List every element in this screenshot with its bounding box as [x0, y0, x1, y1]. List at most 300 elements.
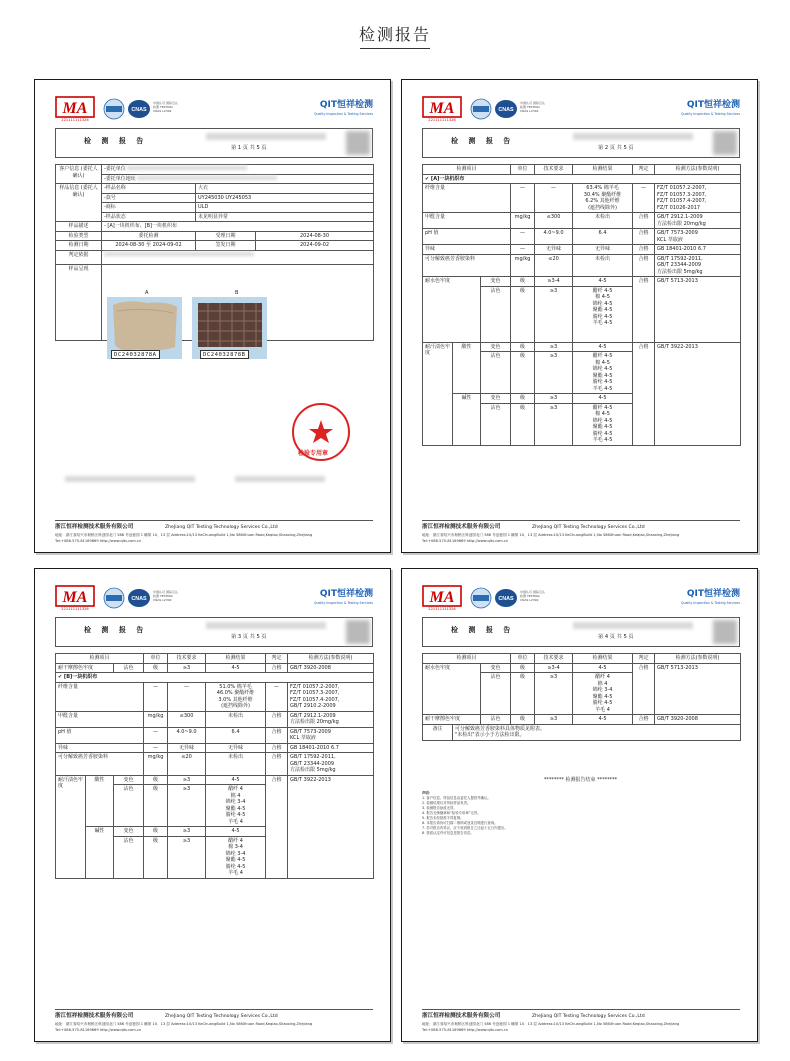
- svg-text:CNAS: CNAS: [498, 596, 514, 602]
- alkali-change-req: ≥3: [535, 394, 573, 404]
- desc-label: 样品描述: [56, 222, 102, 232]
- water-label: 耐水色牢度: [423, 663, 481, 715]
- fiber-result-line: 51.0% 棉羊毛: [219, 683, 252, 690]
- acid-change-result: 4-5: [206, 775, 266, 785]
- form-unit: mg/kg: [144, 711, 168, 727]
- grade-unit: 级: [511, 352, 535, 394]
- cnas-note: 中国认可 国际互认 检测 TESTING CNAS L2392: [520, 590, 545, 602]
- brand-subtitle: Quality Inspection & Testing Services: [680, 601, 740, 605]
- acid-stain-req: ≥3: [168, 785, 206, 827]
- cnas-icon: [494, 98, 518, 120]
- report-title-row: [422, 128, 740, 158]
- ilac-mra-icon: [103, 587, 125, 609]
- sweat-label: 耐汗渍色牢度: [423, 342, 453, 445]
- ph-method-line: GB/T 7573-2009: [657, 230, 698, 236]
- stain-line: 棉 3-4: [228, 844, 243, 850]
- page-title: 检测报告: [358, 25, 431, 44]
- stain-label: 沾色: [481, 673, 511, 715]
- stain-line: 腈纶 4-5: [592, 430, 613, 437]
- odor-label: 异味: [423, 245, 511, 255]
- water-judge: 合格: [633, 277, 655, 343]
- fiber-method-line: FZ/T 01057.4-2007,: [657, 198, 707, 204]
- section-a: ✔ [A]一块机织布: [423, 174, 741, 184]
- company-name-en: ZheJiang QIT Testing Technology Services Co.,Ltd: [165, 525, 278, 530]
- desc-value: - [A]一块机织布、[B]一块机织布: [102, 222, 374, 232]
- sweat-method: GB/T 3922-2013: [288, 775, 374, 878]
- stain-line: 羊毛 4-5: [592, 385, 613, 392]
- form-method-line: 方法检出限 20mg/kg: [657, 220, 706, 227]
- form-judge: 合格: [266, 711, 288, 727]
- grade-unit: 级: [511, 663, 535, 673]
- amine-label: 可分解致癌芳香胺染料: [423, 254, 511, 277]
- stain-line: 聚酯 4-5: [225, 857, 246, 863]
- ma-logo-icon: [55, 96, 95, 118]
- page-number: 第 4 页 共 5 页: [598, 634, 634, 640]
- form-result: 未检出: [573, 213, 633, 229]
- alkali-change-result: 4-5: [206, 827, 266, 837]
- rub-req: ≥3: [535, 715, 573, 725]
- approver-redacted: [235, 476, 325, 482]
- alkali-stain-req: ≥3: [168, 836, 206, 878]
- odor-method: GB 18401-2010 6.7: [288, 743, 374, 753]
- amine-method-line: GB/T 17592-2011,: [657, 255, 703, 262]
- odor-req: 无异味: [168, 743, 206, 753]
- report-title-row: [422, 617, 740, 647]
- stain-label: 沾色: [114, 663, 144, 673]
- col-unit: 单位: [511, 165, 535, 175]
- report-label: 检 测 报 告: [84, 626, 148, 634]
- stain-line: 棉 4-5: [595, 411, 610, 417]
- fiber-result-line: (遮挡线除外): [588, 204, 617, 211]
- photo-label: 样品呈现: [56, 264, 102, 340]
- stain-line: 腈纶 4-5: [225, 863, 246, 870]
- grade-unit: 级: [144, 663, 168, 673]
- amine-method-line: GB/T 23344-2009: [657, 262, 702, 268]
- company-address: 地址：浙江省绍兴市柯桥区科创园北门 586 号创意园 1 幢第 10、13 层 Address:10/13 KeChuangBuild 1,No 586Xhuan Road,Keqiao,Shaoxing,Zhejiang: [422, 533, 680, 537]
- grade-unit: 级: [511, 715, 535, 725]
- grade-unit: 级: [144, 785, 168, 827]
- col-result: 检测结果: [573, 165, 633, 175]
- stain-line: 棉 4-5: [595, 359, 610, 366]
- amine-result: 未检出: [573, 254, 633, 277]
- ph-result: 6.4: [206, 727, 266, 743]
- report-page-3[interactable]: [34, 568, 391, 1042]
- issue-label: 签发日期: [196, 241, 256, 251]
- sample-b-label: B: [235, 290, 239, 296]
- brand-subtitle: Quality Inspection & Testing Services: [680, 112, 740, 116]
- company-name-en: ZheJiang QIT Testing Technology Services Co.,Ltd: [165, 1014, 278, 1019]
- remark-line: "未检出"表示小于方法检出限。: [455, 732, 525, 738]
- report-header: [55, 583, 373, 613]
- form-judge: 合格: [633, 213, 655, 229]
- brand-subtitle: Quality Inspection & Testing Services: [313, 112, 373, 116]
- col-method: 检测方法(参数说明): [288, 654, 374, 664]
- page-number: 第 2 页 共 5 页: [598, 145, 634, 151]
- client-addr-redacted: [137, 176, 277, 180]
- stain-line: 棉 4: [597, 680, 608, 687]
- model-value: UY245030 UY245053: [196, 193, 374, 203]
- col-method: 检测方法(参数说明): [655, 654, 741, 664]
- report-number-redacted: [206, 622, 326, 629]
- ma-logo-icon: [422, 585, 462, 607]
- qr-code-redacted: [346, 131, 370, 155]
- results-table: [422, 653, 741, 741]
- fiber-method-line: FZ/T 01057.4-2007,: [290, 696, 340, 703]
- col-result: 检测结果: [573, 654, 633, 664]
- col-item: 检测项目: [423, 654, 511, 664]
- grade-unit: 级: [144, 775, 168, 785]
- company-address: 地址：浙江省绍兴市柯桥区科创园北门 586 号创意园 1 幢第 10、13 层 Address:10/13 KeChuangBuild 1,No 586Xhuan Road,Keqiao,Shaoxing,Zhejiang: [55, 533, 313, 537]
- stain-line: 锦纶 3-4: [225, 850, 246, 857]
- water-stain-req: ≥3: [535, 673, 573, 715]
- stain-line: 腈纶 4-5: [592, 313, 613, 320]
- report-page-1[interactable]: [34, 79, 391, 553]
- brand-logo: QIT恒祥检测: [319, 100, 373, 110]
- col-req: 技术要求: [168, 654, 206, 664]
- fiber-method-line: FZ/T 01057.2-2007,: [290, 683, 340, 690]
- col-judge: 判定: [633, 165, 655, 175]
- report-label: 检 测 报 告: [451, 137, 515, 145]
- alkali-change-result: 4-5: [573, 394, 633, 404]
- stain-line: 腈纶 4-5: [592, 700, 613, 706]
- rub-result: 4-5: [573, 715, 633, 725]
- ph-judge: 合格: [266, 727, 288, 743]
- col-result: 检测结果: [206, 654, 266, 664]
- stain-line: 羊毛 4-5: [592, 320, 613, 326]
- stain-line: 醋纤 4-5: [592, 287, 613, 294]
- recv-label: 受理日期: [196, 231, 256, 241]
- alkali-stain-req: ≥3: [535, 403, 573, 445]
- change-label: 变色: [481, 277, 511, 287]
- grade-unit: 级: [511, 286, 535, 342]
- cnas-note: 中国认可 国际互认 检测 TESTING CNAS L2392: [520, 101, 545, 113]
- brand-value: ULD: [196, 203, 374, 213]
- amine-req: ≤20: [168, 753, 206, 776]
- odor-method: GB 18401-2010 6.7: [655, 245, 741, 255]
- ilac-mra-icon: [470, 98, 492, 120]
- type-value: 委托检测: [102, 231, 196, 241]
- odor-result: 无异味: [206, 743, 266, 753]
- fiber-label: 纤维含量: [56, 682, 144, 711]
- type-label: 检验类型: [56, 231, 102, 241]
- sweat-method: GB/T 3922-2013: [655, 342, 741, 445]
- state-label: -样品状态: [102, 212, 196, 222]
- stain-line: 醋纤 4-5: [592, 404, 613, 411]
- stain-line: 羊毛 4-5: [592, 437, 613, 443]
- change-label: 变色: [481, 394, 511, 404]
- fiber-result-line: 30.4% 聚酯纤维: [583, 191, 622, 198]
- fiber-method-line: FZ/T 01026-2017: [657, 204, 701, 211]
- stain-line: 醋纤 4-5: [592, 353, 613, 359]
- col-judge: 判定: [633, 654, 655, 664]
- note-line: 8. 资质认定许可信息见报告首页。: [422, 830, 474, 835]
- stain-line: 棉 4-5: [595, 294, 610, 300]
- ph-label: pH 值: [56, 727, 144, 743]
- brand-label: -商标: [102, 203, 196, 213]
- col-unit: 单位: [511, 654, 535, 664]
- odor-req: 无异味: [535, 245, 573, 255]
- water-method: GB/T 5713-2013: [655, 663, 741, 715]
- client-unit-redacted: [127, 166, 247, 170]
- alkali-label: 碱性: [453, 394, 481, 446]
- recv-value: 2024-08-30: [256, 231, 374, 241]
- amine-method-line: GB/T 17592-2011,: [290, 754, 336, 760]
- notes-title: 声明：: [422, 791, 433, 795]
- fiber-result-line: 46.0% 聚酯纤维: [216, 690, 255, 696]
- issue-value: 2024-09-02: [256, 241, 374, 251]
- water-change-req: ≥3-4: [535, 277, 573, 287]
- sample-name-value: 大衣: [196, 184, 374, 194]
- amine-unit: mg/kg: [511, 254, 535, 277]
- form-method-line: GB/T 2912.1-2009: [290, 712, 336, 719]
- fiber-method-line: FZ/T 01057.2-2007,: [657, 185, 707, 191]
- signature-redacted: [65, 476, 195, 482]
- results-table: 检测项目 单位 技术要求 检测结果 判定 检测方法(参数说明) ✔ [A]一块机织布 纤维含量 — — 63.4% 棉羊毛 30.4% 聚酯纤维 6.2% 其他纤维 (遮挡线除外) — FZ/T 01057.2-2007, FZ/T 01057.3-2007, FZ/T 01057.4-2007, FZ/T 01026-2017 甲醛含量 mg/kg ≤300 未检出 合格 GB/T 2912.1-2009 方法检出限 20mg/kg pH 值 — 4.0~9.0 6.4 合格 GB/T 7573-2009 KCL 萃取液 异味 — 无异味 无异味 合格 GB 18401-2010 6.7 可分解致癌芳香胺染料 mg/kg ≤20 未检出 合格 GB/T 17592-2011, GB/T 23344-2009 方法检出限 5mg/kg 耐水色牢度 变色 级 ≥3-4 4-5 合格 GB/T 5713-2013 沾色 级 ≥3 醋纤 4-5 棉 4-5 锦纶 4-5 聚酯 4-5 腈纶 4-5 羊毛 4-5 耐汗渍色牢度 酸性 变色 级 ≥3 4-5 合格 GB/T 3922-2013 沾色 级 ≥3 醋纤 4-5 棉 4-5 锦纶 4-5 聚酯 4-5 腈纶 4-5 羊毛 4-5 碱性 变色 级 ≥3 4-5 沾色 级 ≥3 醋纤 4-5 棉 4-5 锦纶 4-5 聚酯 4-5 腈纶 4-5 羊毛 4-5: [422, 164, 741, 446]
- water-judge: 合格: [633, 663, 655, 715]
- ilac-mra-icon: [103, 98, 125, 120]
- grade-unit: 级: [511, 277, 535, 287]
- sweat-judge: 合格: [266, 775, 288, 878]
- rub-label: 耐干摩擦色牢度: [56, 663, 114, 673]
- report-page-4[interactable]: [401, 568, 758, 1042]
- company-name-en: ZheJiang QIT Testing Technology Services Co.,Ltd: [532, 1014, 645, 1019]
- water-stain-req: ≥3: [535, 286, 573, 342]
- section-b: ✔ [B]一块机织布: [56, 673, 374, 683]
- acid-label: 酸性: [453, 342, 481, 394]
- svg-text:MA: MA: [62, 589, 88, 606]
- stain-label: 沾色: [481, 403, 511, 445]
- col-unit: 单位: [144, 654, 168, 664]
- grade-unit: 级: [511, 673, 535, 715]
- stain-label: 沾色: [114, 836, 144, 878]
- stain-line: 锦纶 3-4: [592, 687, 613, 693]
- fiber-method-line: FZ/T 01057.3-2007,: [290, 690, 340, 696]
- report-number-redacted: [573, 622, 693, 629]
- rub-judge: 合格: [266, 663, 288, 673]
- stain-label: 沾色: [481, 352, 511, 394]
- report-header: [422, 94, 740, 124]
- amine-label: 可分解致癌芳香胺染料: [56, 753, 144, 776]
- form-result: 未检出: [206, 711, 266, 727]
- note-line: 1. 客户信息、样品信息由委托人提供并确认。: [422, 795, 491, 800]
- qr-code-redacted: [713, 131, 737, 155]
- col-req: 技术要求: [535, 165, 573, 175]
- report-number-redacted: [573, 133, 693, 140]
- fiber-result-line: 3.0% 其他纤维: [218, 696, 253, 703]
- fiber-result-line: 63.4% 棉羊毛: [586, 185, 619, 191]
- ma-number: 221111111326: [428, 118, 456, 122]
- fiber-result-line: (遮挡线除外): [221, 703, 250, 709]
- stain-label: 沾色: [114, 785, 144, 827]
- amine-method-line: 方法检出限 5mg/kg: [657, 268, 703, 275]
- col-req: 技术要求: [535, 654, 573, 664]
- ph-method-line: KCL 萃取液: [290, 735, 316, 741]
- alkali-label: 碱性: [86, 827, 114, 879]
- company-name-cn: 浙江恒祥检测技术服务有限公司: [55, 524, 134, 530]
- cnas-icon: [127, 587, 151, 609]
- grade-unit: 级: [511, 394, 535, 404]
- state-value: 未见明显异常: [196, 212, 374, 222]
- water-change-result: 4-5: [573, 277, 633, 287]
- col-item: 检测项目: [56, 654, 144, 664]
- ma-number: 221111111326: [61, 607, 89, 611]
- acid-label: 酸性: [86, 775, 114, 827]
- period-value: 2024-08-30 至 2024-09-02: [102, 241, 196, 251]
- rub-method: GB/T 3920-2008: [288, 663, 374, 673]
- stain-line: 聚酯 4-5: [592, 424, 613, 430]
- amine-req: ≤20: [535, 254, 573, 277]
- brand-subtitle: Quality Inspection & Testing Services: [313, 601, 373, 605]
- statement-notes: [422, 791, 722, 835]
- seal-text: 检验专用章: [298, 450, 329, 457]
- rub-method: GB/T 3920-2008: [655, 715, 741, 725]
- results-table: 检测项目 单位 技术要求 检测结果 判定 检测方法(参数说明) 耐干摩擦色牢度 沾色 级 ≥3 4-5 合格 GB/T 3920-2008 ✔ [B]一块机织布 纤维含量 — — 51.0% 棉羊毛 46.0% 聚酯纤维 3.0% 其他纤维 (遮挡线除外) — FZ/T 01057.2-2007, FZ/T 01057.3-2007, FZ/T 01057.4-2007, GB/T 2910.2-2009 甲醛含量 mg/kg ≤300 未检出 合格 GB/T 2912.1-2009 方法检出限 20mg/kg pH 值 — 4.0~9.0 6.4 合格 GB/T 7573-2009 KCL 萃取液 异味 — 无异味 无异味 合格 GB 18401-2010 6.7 可分解致癌芳香胺染料 mg/kg ≤20 未检出 合格 GB/T 17592-2011, GB/T 23344-2009 方法检出限 5mg/kg 耐汗渍色牢度 酸性 变色 级 ≥3 4-5 合格 GB/T 3922-2013 沾色 级 ≥3 醋纤 4 棉 4 锦纶 3-4 聚酯 4-5 腈纶 4-5 羊毛 4 碱性 变色 级 ≥3 4-5 沾色 级 ≥3 醋纤 4 棉 3-4 锦纶 3-4 聚酯 4-5 腈纶 4-5 羊毛 4: [55, 653, 374, 879]
- stain-line: 聚酯 4-5: [592, 307, 613, 313]
- stain-line: 腈纶 4-5: [225, 812, 246, 818]
- svg-text:CNAS: CNAS: [131, 596, 147, 602]
- period-label: 检测日期: [56, 241, 102, 251]
- fiber-method-line: GB/T 2910.2-2009: [290, 703, 336, 709]
- note-line: 4. 报告无骑缝章和“检验专用章”无效。: [422, 810, 481, 815]
- ilac-mra-icon: [470, 587, 492, 609]
- company-name-cn: 浙江恒祥检测技术服务有限公司: [422, 524, 501, 530]
- fiber-result-line: 6.2% 其他纤维: [585, 198, 620, 204]
- form-method-line: GB/T 2912.1-2009: [657, 214, 703, 220]
- report-title-row: [55, 128, 373, 158]
- rub-judge: 合格: [633, 715, 655, 725]
- odor-result: 无异味: [573, 245, 633, 255]
- remark-line: 可分解致癌芳香胺染料具体物质见附表。: [455, 725, 546, 732]
- company-tel: Tel:+086-575-81169669 http://www.qits.com.cn: [422, 539, 509, 543]
- report-page-2[interactable]: [401, 79, 758, 553]
- ph-label: pH 值: [423, 229, 511, 245]
- ph-judge: 合格: [633, 229, 655, 245]
- stain-line: 醋纤 4: [228, 786, 243, 792]
- col-item: 检测项目: [423, 165, 511, 175]
- ph-req: 4.0~9.0: [168, 727, 206, 743]
- sample-a-tag: DC24032878A: [111, 350, 160, 359]
- stain-line: 锦纶 4-5: [592, 300, 613, 307]
- sample-name-label: -样品名称: [102, 184, 196, 194]
- company-name-cn: 浙江恒祥检测技术服务有限公司: [55, 1013, 134, 1019]
- fiber-label: 纤维含量: [423, 184, 511, 213]
- rub-label: 耐干摩擦色牢度: [423, 715, 481, 725]
- amine-method-line: GB/T 23344-2009: [290, 760, 335, 767]
- change-label: 变色: [481, 342, 511, 352]
- svg-text:MA: MA: [62, 100, 88, 117]
- sweat-label: 耐汗渍色牢度: [56, 775, 86, 878]
- company-tel: Tel:+086-575-81169669 http://www.qits.com.cn: [55, 1028, 142, 1032]
- stain-line: 羊毛 4: [228, 818, 243, 825]
- col-method: 检测方法(参数说明): [655, 165, 741, 175]
- ma-logo-icon: [422, 96, 462, 118]
- stain-line: 腈纶 4-5: [592, 379, 613, 385]
- odor-judge: 合格: [633, 245, 655, 255]
- form-req: ≤300: [168, 711, 206, 727]
- ma-number: 221111111326: [428, 607, 456, 611]
- sample-b-tag: DC24032878B: [200, 350, 249, 359]
- amine-judge: 合格: [633, 254, 655, 277]
- grade-unit: 级: [144, 827, 168, 837]
- svg-text:MA: MA: [429, 589, 455, 606]
- rub-req: ≥3: [168, 663, 206, 673]
- report-header: [422, 583, 740, 613]
- note-line: 2. 检测结果仅对所检样品负责。: [422, 800, 471, 805]
- acid-stain-req: ≥3: [535, 352, 573, 394]
- model-label: -款号: [102, 193, 196, 203]
- company-name-en: ZheJiang QIT Testing Technology Services Co.,Ltd: [532, 525, 645, 530]
- sample-group-label: 样品信息 (委托人确认): [56, 184, 102, 222]
- remark-label: 备注: [423, 724, 453, 740]
- report-end-mark: ******** 检测报告结束 ********: [543, 777, 618, 783]
- water-change-req: ≥3-4: [535, 663, 573, 673]
- stain-line: 锦纶 4-5: [592, 366, 613, 372]
- ph-result: 6.4: [573, 229, 633, 245]
- stain-line: 聚酯 4-5: [592, 372, 613, 379]
- amine-judge: 合格: [266, 753, 288, 776]
- note-line: 3. 检测报告涂改无效。: [422, 805, 457, 810]
- qr-code-redacted: [713, 620, 737, 644]
- svg-text:CNAS: CNAS: [498, 107, 514, 113]
- stain-label: 沾色: [481, 286, 511, 342]
- company-tel: Tel:+086-575-81169669 http://www.qits.com.cn: [422, 1028, 509, 1032]
- ma-logo-icon: [55, 585, 95, 607]
- svg-text:MA: MA: [429, 100, 455, 117]
- svg-text:CNAS: CNAS: [131, 107, 147, 113]
- water-method: GB/T 5713-2013: [655, 277, 741, 343]
- acid-change-req: ≥3: [168, 775, 206, 785]
- company-tel: Tel:+086-575-81169669 http://www.qits.com.cn: [55, 539, 142, 543]
- grade-unit: 级: [511, 342, 535, 352]
- note-line: 6. 本报告真伪可扫描二维码或登录官网进行查询。: [422, 820, 498, 825]
- stain-line: 锦纶 4-5: [592, 417, 613, 424]
- report-number-redacted: [206, 133, 326, 140]
- grade-unit: 级: [144, 836, 168, 878]
- stain-line: 醋纤 4: [228, 837, 243, 844]
- note-line: 5. 报告未经批准不得复制。: [422, 815, 464, 820]
- ph-method-line: GB/T 7573-2009: [290, 728, 331, 735]
- stain-line: 聚酯 4-5: [592, 693, 613, 700]
- title-underline: [360, 48, 430, 49]
- amine-unit: mg/kg: [144, 753, 168, 776]
- basis-redacted: [104, 252, 254, 256]
- form-label: 甲醛含量: [56, 711, 144, 727]
- brand-logo: QIT恒祥检测: [686, 589, 740, 599]
- acid-change-result: 4-5: [573, 342, 633, 352]
- stain-line: 聚酯 4-5: [225, 805, 246, 812]
- client-unit-label: -委托单位: [104, 166, 126, 172]
- sweat-judge: 合格: [633, 342, 655, 445]
- water-label: 耐水色牢度: [423, 277, 481, 343]
- change-label: 变色: [114, 827, 144, 837]
- form-label: 甲醛含量: [423, 213, 511, 229]
- report-label: 检 测 报 告: [451, 626, 515, 634]
- change-label: 变色: [114, 775, 144, 785]
- report-label: 检 测 报 告: [84, 137, 148, 145]
- stain-label: 沾色: [481, 715, 511, 725]
- ph-method-line: KCL 萃取液: [657, 236, 683, 243]
- stain-line: 醋纤 4: [595, 674, 610, 680]
- stain-line: 羊毛 4: [595, 706, 610, 713]
- client-group-label: 客户信息 (委托人确认): [56, 165, 102, 184]
- amine-method-line: 方法检出限 5mg/kg: [290, 767, 336, 773]
- cnas-note: 中国认可 国际互认 检测 TESTING CNAS L2392: [153, 590, 178, 602]
- client-addr-label: -委托单位地址: [104, 175, 136, 182]
- form-unit: mg/kg: [511, 213, 535, 229]
- fiber-method-line: FZ/T 01057.3-2007,: [657, 191, 707, 198]
- cnas-icon: [494, 587, 518, 609]
- amine-result: 未检出: [206, 753, 266, 776]
